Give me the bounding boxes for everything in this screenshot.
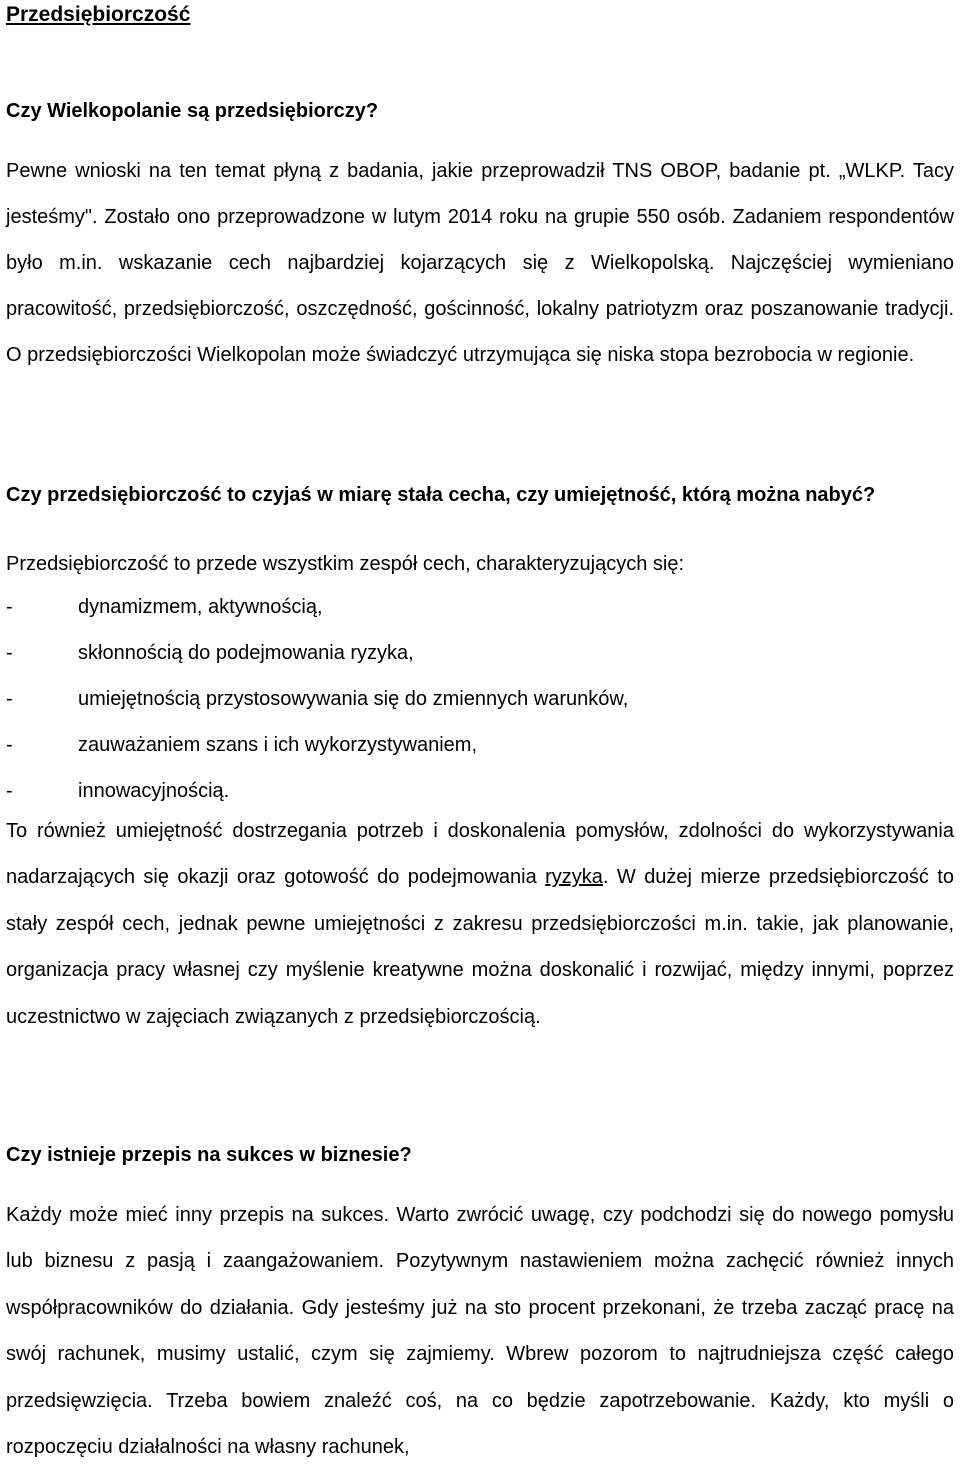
section-heading-success-recipe: Czy istnieje przepis na sukces w biznesie? [6,1144,412,1166]
list-dash: - [6,734,13,756]
paragraph-success-recipe: Każdy może mieć inny przepis na sukces. Warto zwrócić uwagę, czy podchodzi się do nowego pomysłu lub biznesu z pasją i zaangażowaniem. Pozytywnym nastawieniem można zachęcić również innych współpracowników do działania. Gdy jesteśmy już na sto procent przekonani, że trzeba zacząć pracę na swój rachunek, musimy ustalić, czym się zajmiemy. Wbrew pozorom to najtrudniejsza część całego przedsięwzięcia. Trzeba bowiem znaleźć coś, na co będzie zapotrzebowanie. Każdy, kto myśli o rozpoczęciu działalności na własny rachunek, [6,1204,954,1459]
list-item [6,584,628,630]
list-item [6,676,628,722]
list-item [6,722,628,768]
paragraph-tns-obop-study: Pewne wnioski na ten temat płyną z badania, jakie przeprowadził TNS OBOP, badanie pt. „WLKP. Tacy jesteśmy". Zostało ono przeprowadzone w lutym 2014 roku na grupie 550 osób. Zadaniem respondentów było m.in. wskazanie cech najbardziej kojarzących się z Wielkopolską. Najczęściej wymieniano pracowitość, przedsiębiorczość, oszczędność, gościnność, lokalny patriotyzm oraz poszanowanie tradycji. O przedsiębiorczości Wielkopolan może świadczyć utrzymująca się niska stopa bezrobocia w regionie. [6,160,954,366]
section-heading-trait-or-skill: Czy przedsiębiorczość to czyjaś w miarę stała cecha, czy umiejętność, którą można nabyć? [6,484,876,506]
list-item-text: dynamizmem, aktywnością, [78,596,323,618]
list-item-text: umiejętnością przystosowywania się do zmiennych warunków, [78,688,629,710]
list-item-text: zauważaniem szans i ich wykorzystywaniem, [78,734,478,756]
traits-list [6,584,628,814]
list-dash: - [6,780,13,802]
ryzyka-link[interactable]: ryzyka [545,866,603,889]
list-dash: - [6,642,13,664]
paragraph-text: . W dużej mierze przedsiębiorczość to stały zespół cech, jednak pewne umiejętności z zakresu przedsiębiorczości m.in. takie, jak planowanie, organizacja pracy własnej czy myślenie kreatywne można doskonalić i rozwijać, między innymi, poprzez uczestnictwo w zajęciach związanych z przedsiębiorczością. [6,866,954,1028]
list-dash: - [6,688,13,710]
list-item-text: innowacyjnością. [78,780,230,802]
paragraph-skills-development [6,808,954,1040]
document-title: Przedsiębiorczość [6,3,191,26]
paragraph-text: To również umiejętność dostrzegania potrzeb i doskonalenia pomysłów, zdolności do wykorzystywania nadarzających się okazji oraz gotowość do podejmowania [6,820,954,889]
paragraph-traits-intro: Przedsiębiorczość to przede wszystkim zespół cech, charakteryzujących się: [6,553,685,575]
section-heading-wielkopolanie: Czy Wielkopolanie są przedsiębiorczy? [6,100,379,122]
list-item-text: skłonnością do podejmowania ryzyka, [78,642,414,664]
list-item [6,630,628,676]
list-dash: - [6,596,13,618]
